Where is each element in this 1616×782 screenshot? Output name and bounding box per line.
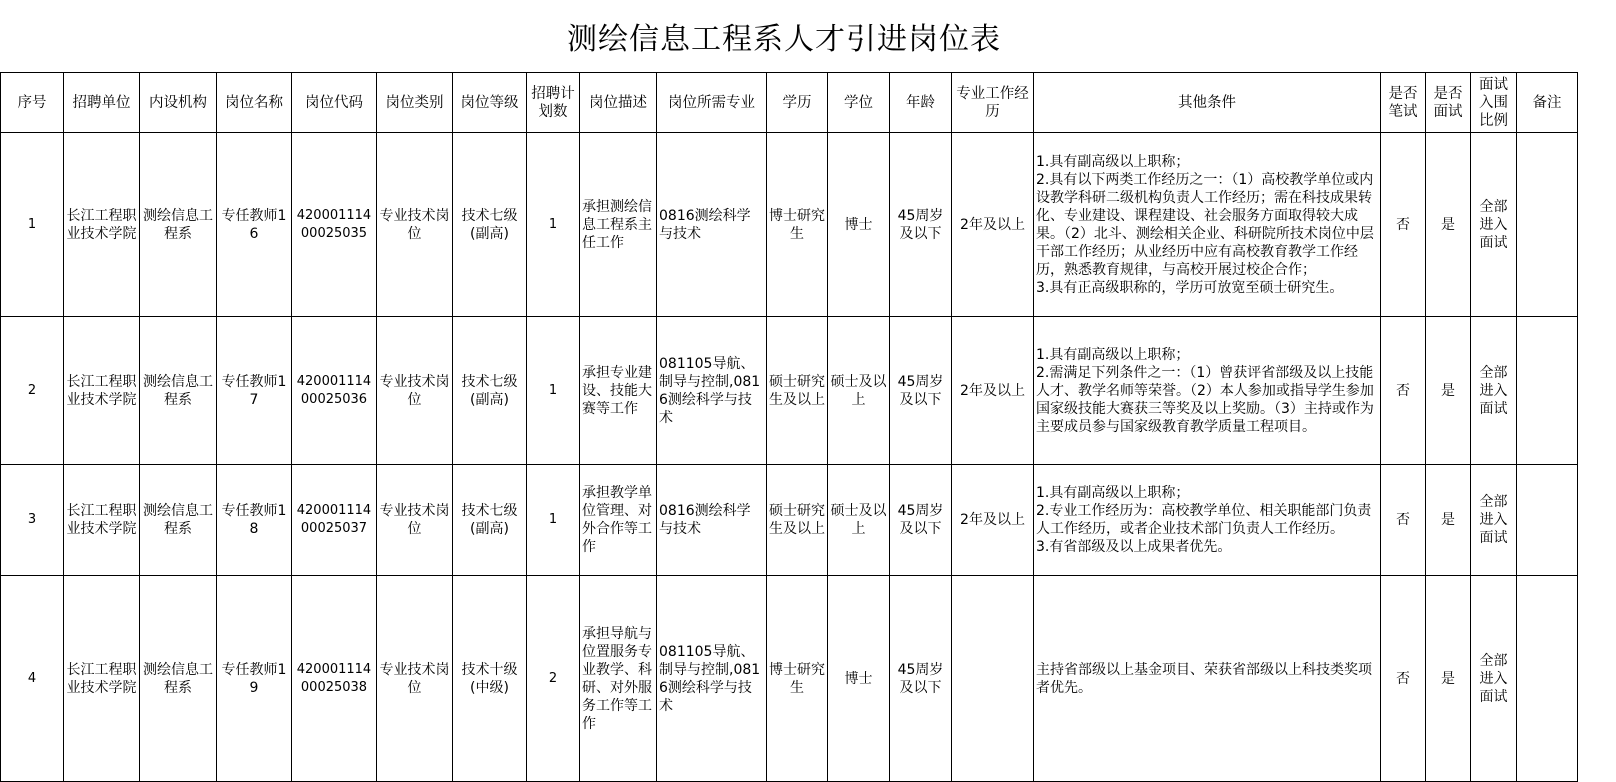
other-conditions-text: 1.具有副高级以上职称； 2.需满足下列条件之一：（1）曾获评省部级及以上技能人才、教学名师等荣誉。（2）本人参加或指导学生参加国家级技能大赛获三等奖及以上奖励。（3）主持或作为主要成员参与国家级教育教学质量工程项目。 bbox=[1036, 346, 1374, 435]
header-degree: 学位 bbox=[828, 73, 890, 133]
header-remark: 备注 bbox=[1517, 73, 1578, 133]
cell-interview: 是 bbox=[1426, 465, 1471, 576]
cell-desc: 承担导航与位置服务专业教学、科研、对外服务工作等工作 bbox=[580, 576, 657, 782]
cell-major: 0816测绘科学与技术 bbox=[657, 133, 767, 317]
cell-dept: 测绘信息工程系 bbox=[140, 465, 217, 576]
cell-post-name: 专任教师17 bbox=[217, 317, 292, 465]
cell-interview: 是 bbox=[1426, 133, 1471, 317]
cell-post-level: 技术七级(副高) bbox=[453, 465, 527, 576]
cell-degree: 硕士及以上 bbox=[828, 317, 890, 465]
cell-edu: 博士研究生 bbox=[767, 576, 828, 782]
header-plan: 招聘计划数 bbox=[527, 73, 580, 133]
cell-remark bbox=[1517, 465, 1578, 576]
cell-post-code: 42000111400025037 bbox=[292, 465, 377, 576]
header-post-code: 岗位代码 bbox=[292, 73, 377, 133]
cell-plan: 1 bbox=[527, 317, 580, 465]
cell-exp: 2年及以上 bbox=[952, 465, 1034, 576]
cell-other bbox=[1034, 465, 1381, 576]
other-conditions-text: 1.具有副高级以上职称； 2.具有以下两类工作经历之一：（1）高校教学单位或内设教学科研二级机构负责人工作经历；需在科技成果转化、专业建设、课程建设、社会服务方面取得较大成果。（2）北斗、测绘相关企业、科研院所技术岗位中层干部工作经历；从业经历中应有高校教育教学工作经历，熟悉教育规律，与高校开展过校企合作； 3.具有正高级职称的，学历可放宽至硕士研究生。 bbox=[1036, 153, 1374, 296]
cell-age: 45周岁及以下 bbox=[890, 576, 952, 782]
header-dept: 内设机构 bbox=[140, 73, 217, 133]
cell-other bbox=[1034, 576, 1381, 782]
cell-other bbox=[1034, 133, 1381, 317]
header-post-name: 岗位名称 bbox=[217, 73, 292, 133]
cell-dept: 测绘信息工程系 bbox=[140, 576, 217, 782]
cell-post-code: 42000111400025035 bbox=[292, 133, 377, 317]
header-post-type: 岗位类别 bbox=[377, 73, 453, 133]
cell-post-type: 专业技术岗位 bbox=[377, 317, 453, 465]
cell-post-level: 技术七级(副高) bbox=[453, 317, 527, 465]
cell-post-level: 技术十级(中级) bbox=[453, 576, 527, 782]
header-seq: 序号 bbox=[1, 73, 64, 133]
other-conditions-text: 主持省部级以上基金项目、荣获省部级以上科技类奖项者优先。 bbox=[1036, 661, 1372, 696]
cell-interview: 是 bbox=[1426, 317, 1471, 465]
header-exp: 专业工作经历 bbox=[952, 73, 1034, 133]
cell-written: 否 bbox=[1381, 576, 1426, 782]
other-conditions-text: 1.具有副高级以上职称； 2.专业工作经历为：高校教学单位、相关职能部门负责人工作经历，或者企业技术部门负责人工作经历。 3.有省部级及以上成果者优先。 bbox=[1036, 485, 1372, 555]
table-row bbox=[1, 317, 1578, 465]
cell-interview: 是 bbox=[1426, 576, 1471, 782]
cell-edu: 博士研究生 bbox=[767, 133, 828, 317]
page-title: 测绘信息工程系人才引进岗位表 bbox=[567, 22, 1001, 57]
cell-exp: 2年及以上 bbox=[952, 317, 1034, 465]
cell-ratio: 全部进入面试 bbox=[1471, 465, 1517, 576]
cell-written: 否 bbox=[1381, 465, 1426, 576]
cell-post-type: 专业技术岗位 bbox=[377, 465, 453, 576]
cell-ratio: 全部进入面试 bbox=[1471, 317, 1517, 465]
cell-age: 45周岁及以下 bbox=[890, 317, 952, 465]
cell-unit: 长江工程职业技术学院 bbox=[64, 465, 140, 576]
cell-post-code: 42000111400025038 bbox=[292, 576, 377, 782]
cell-unit: 长江工程职业技术学院 bbox=[64, 317, 140, 465]
cell-written: 否 bbox=[1381, 317, 1426, 465]
cell-post-type: 专业技术岗位 bbox=[377, 576, 453, 782]
header-row bbox=[1, 73, 1578, 133]
cell-dept: 测绘信息工程系 bbox=[140, 317, 217, 465]
header-written: 是否笔试 bbox=[1381, 73, 1426, 133]
cell-plan: 1 bbox=[527, 465, 580, 576]
cell-ratio: 全部进入面试 bbox=[1471, 576, 1517, 782]
cell-age: 45周岁及以下 bbox=[890, 133, 952, 317]
header-post-level: 岗位等级 bbox=[453, 73, 527, 133]
cell-post-code: 42000111400025036 bbox=[292, 317, 377, 465]
cell-post-name: 专任教师18 bbox=[217, 465, 292, 576]
cell-exp bbox=[952, 576, 1034, 782]
cell-plan: 2 bbox=[527, 576, 580, 782]
table-row bbox=[1, 133, 1578, 317]
header-ratio: 面试入围比例 bbox=[1471, 73, 1517, 133]
cell-age: 45周岁及以下 bbox=[890, 465, 952, 576]
cell-major: 081105导航、制导与控制,0816测绘科学与技术 bbox=[657, 576, 767, 782]
cell-desc: 承担教学单位管理、对外合作等工作 bbox=[580, 465, 657, 576]
cell-seq: 4 bbox=[1, 576, 64, 782]
header-major: 岗位所需专业 bbox=[657, 73, 767, 133]
cell-unit: 长江工程职业技术学院 bbox=[64, 576, 140, 782]
cell-ratio: 全部进入面试 bbox=[1471, 133, 1517, 317]
cell-desc: 承担专业建设、技能大赛等工作 bbox=[580, 317, 657, 465]
header-age: 年龄 bbox=[890, 73, 952, 133]
cell-edu: 硕士研究生及以上 bbox=[767, 465, 828, 576]
cell-exp: 2年及以上 bbox=[952, 133, 1034, 317]
cell-degree: 博士 bbox=[828, 576, 890, 782]
recruitment-table bbox=[0, 72, 1578, 782]
header-edu: 学历 bbox=[767, 73, 828, 133]
header-other: 其他条件 bbox=[1034, 73, 1381, 133]
table-row bbox=[1, 576, 1578, 782]
cell-seq: 3 bbox=[1, 465, 64, 576]
cell-remark bbox=[1517, 133, 1578, 317]
cell-degree: 硕士及以上 bbox=[828, 465, 890, 576]
cell-edu: 硕士研究生及以上 bbox=[767, 317, 828, 465]
cell-remark bbox=[1517, 576, 1578, 782]
cell-other bbox=[1034, 317, 1381, 465]
header-interview: 是否面试 bbox=[1426, 73, 1471, 133]
cell-major: 0816测绘科学与技术 bbox=[657, 465, 767, 576]
cell-major: 081105导航、制导与控制,0816测绘科学与技术 bbox=[657, 317, 767, 465]
cell-written: 否 bbox=[1381, 133, 1426, 317]
cell-plan: 1 bbox=[527, 133, 580, 317]
cell-post-name: 专任教师19 bbox=[217, 576, 292, 782]
cell-dept: 测绘信息工程系 bbox=[140, 133, 217, 317]
cell-unit: 长江工程职业技术学院 bbox=[64, 133, 140, 317]
header-unit: 招聘单位 bbox=[64, 73, 140, 133]
table-row bbox=[1, 465, 1578, 576]
cell-seq: 1 bbox=[1, 133, 64, 317]
cell-post-level: 技术七级(副高) bbox=[453, 133, 527, 317]
cell-post-type: 专业技术岗位 bbox=[377, 133, 453, 317]
cell-seq: 2 bbox=[1, 317, 64, 465]
cell-post-name: 专任教师16 bbox=[217, 133, 292, 317]
cell-desc: 承担测绘信息工程系主任工作 bbox=[580, 133, 657, 317]
cell-remark bbox=[1517, 317, 1578, 465]
cell-degree: 博士 bbox=[828, 133, 890, 317]
header-desc: 岗位描述 bbox=[580, 73, 657, 133]
